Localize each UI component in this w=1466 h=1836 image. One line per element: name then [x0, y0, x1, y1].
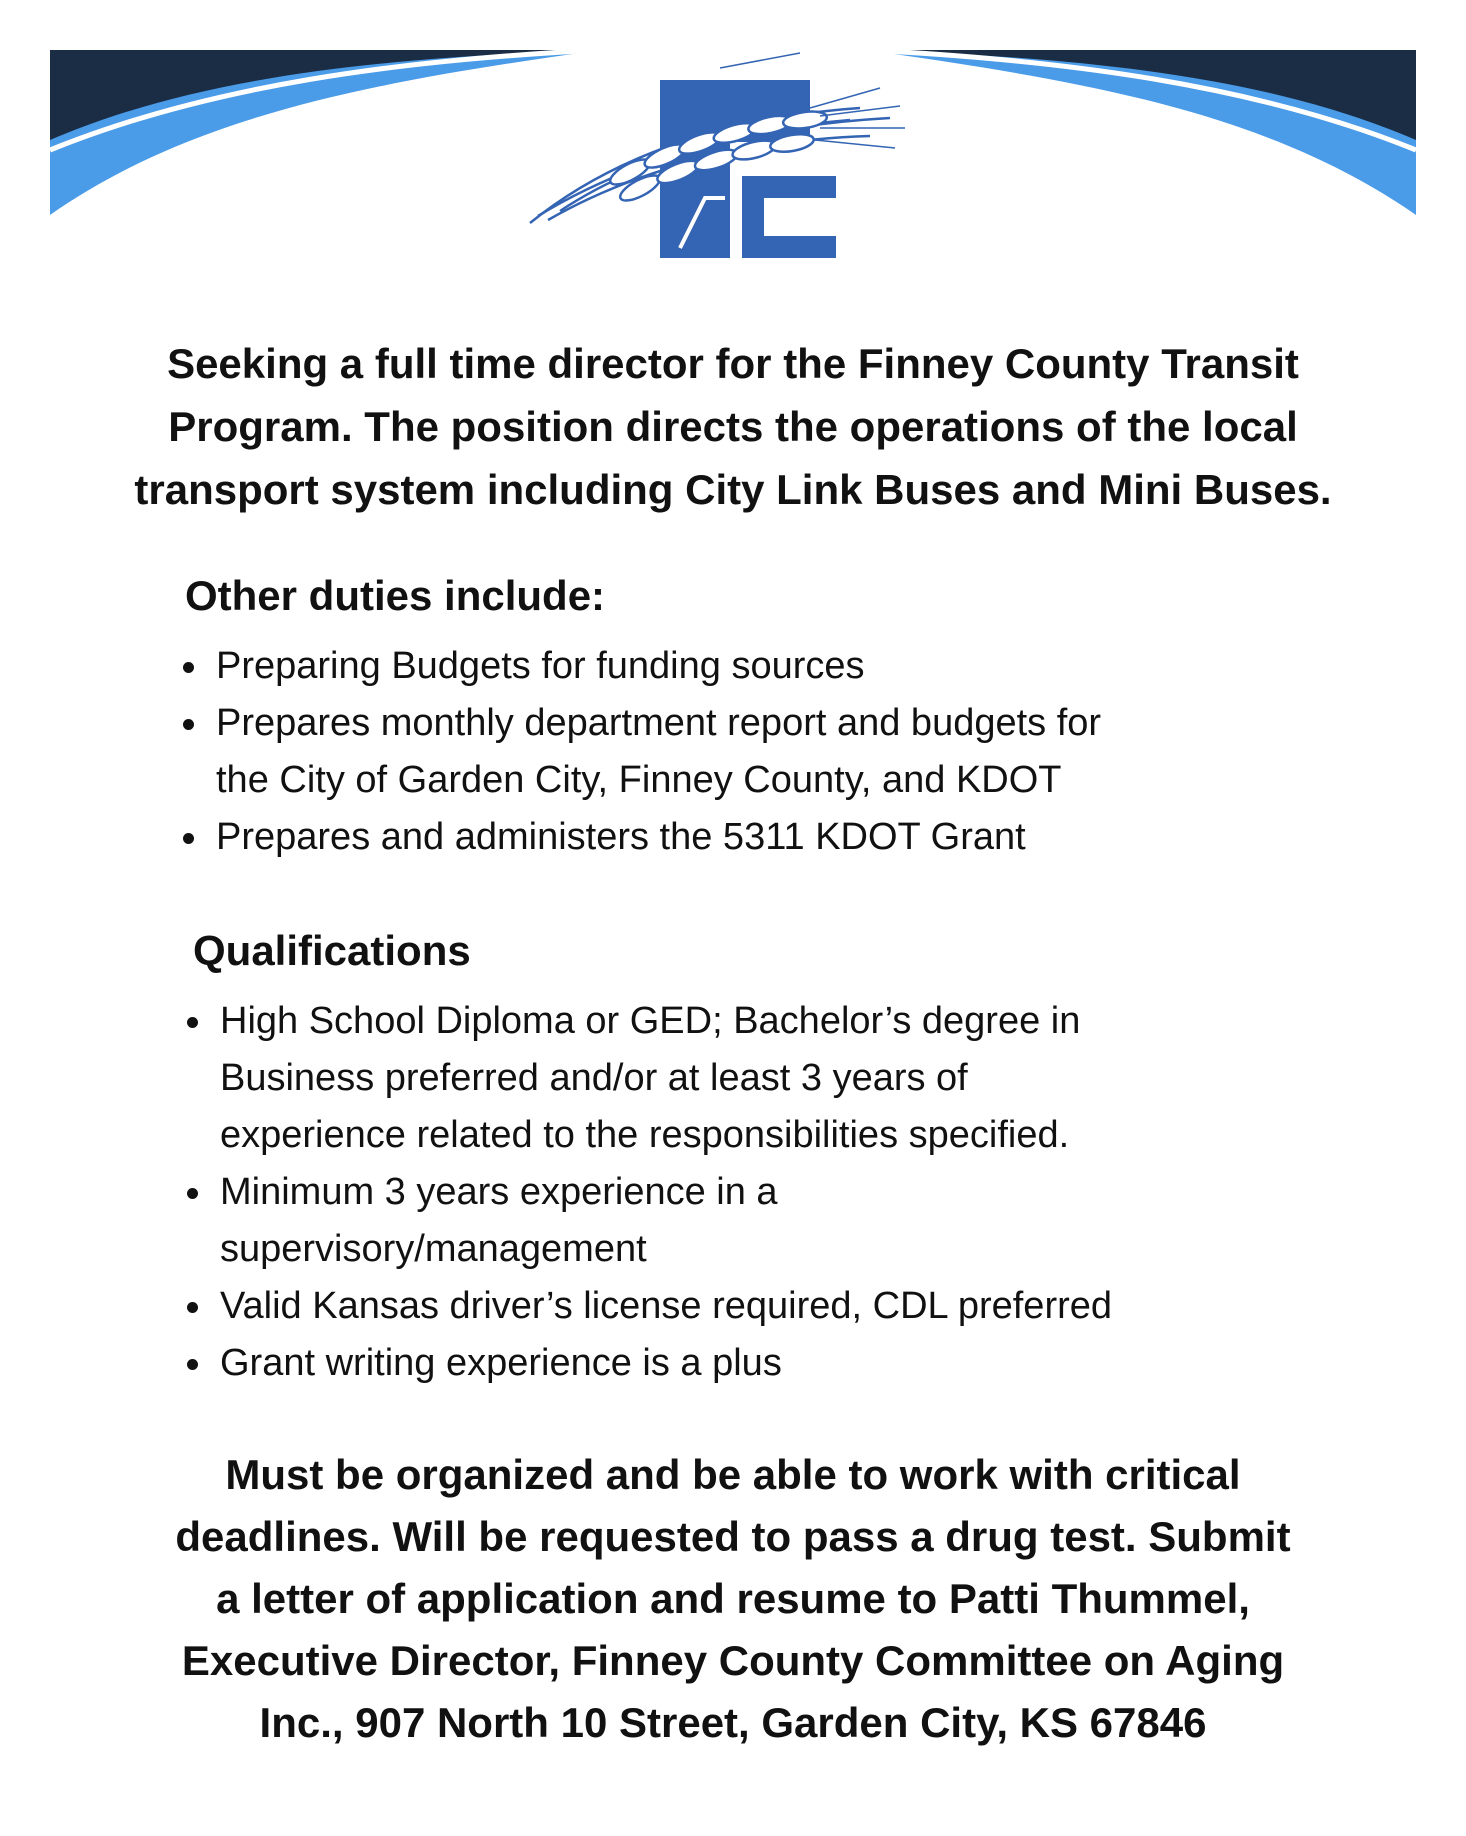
qualifications-heading: Qualifications	[193, 927, 471, 974]
list-item-text: Preparing Budgets for funding sources	[216, 645, 865, 687]
qualifications-list	[220, 993, 1350, 1392]
closing-line: Must be organized and be able to work with critical	[225, 1451, 1241, 1498]
list-item-text: Business preferred and/or at least 3 years of	[220, 1057, 968, 1099]
duties-list	[216, 638, 1366, 866]
list-item	[220, 1164, 1350, 1278]
list-item-text: Minimum 3 years experience in a	[220, 1171, 778, 1213]
intro-paragraph	[40, 332, 1426, 521]
closing-paragraph	[40, 1444, 1426, 1754]
list-item-text: supervisory/management	[220, 1228, 647, 1270]
duties-heading: Other duties include:	[185, 572, 606, 619]
list-item-text: Grant writing experience is a plus	[220, 1342, 782, 1384]
list-item	[216, 695, 1366, 809]
list-item-text: experience related to the responsibilities specified.	[220, 1114, 1070, 1156]
closing-line: Executive Director, Finney County Committee on Aging	[181, 1637, 1285, 1684]
list-item-text: Valid Kansas driver’s license required, CDL preferred	[220, 1285, 1113, 1327]
list-item	[216, 638, 1366, 695]
intro-line: transport system including City Link Buses and Mini Buses.	[134, 466, 1332, 513]
closing-line: a letter of application and resume to Patti Thummel,	[216, 1575, 1250, 1622]
list-item-text: High School Diploma or GED; Bachelor’s degree in	[220, 1000, 1081, 1042]
list-item-text: the City of Garden City, Finney County, and KDOT	[216, 759, 1062, 801]
closing-line: Inc., 907 North 10 Street, Garden City, KS 67846	[259, 1699, 1207, 1746]
wheat-stalk-fc-logo-icon	[520, 48, 940, 268]
list-item	[220, 993, 1350, 1164]
list-item-text: Prepares monthly department report and budgets for	[216, 702, 1102, 744]
list-item-text: Prepares and administers the 5311 KDOT Grant	[216, 816, 1026, 858]
intro-line: Program. The position directs the operations of the local	[168, 403, 1298, 450]
list-item	[220, 1278, 1350, 1335]
list-item	[216, 809, 1366, 866]
intro-line: Seeking a full time director for the Finney County Transit	[167, 340, 1299, 387]
list-item	[220, 1335, 1350, 1392]
closing-line: deadlines. Will be requested to pass a drug test. Submit	[175, 1513, 1291, 1560]
